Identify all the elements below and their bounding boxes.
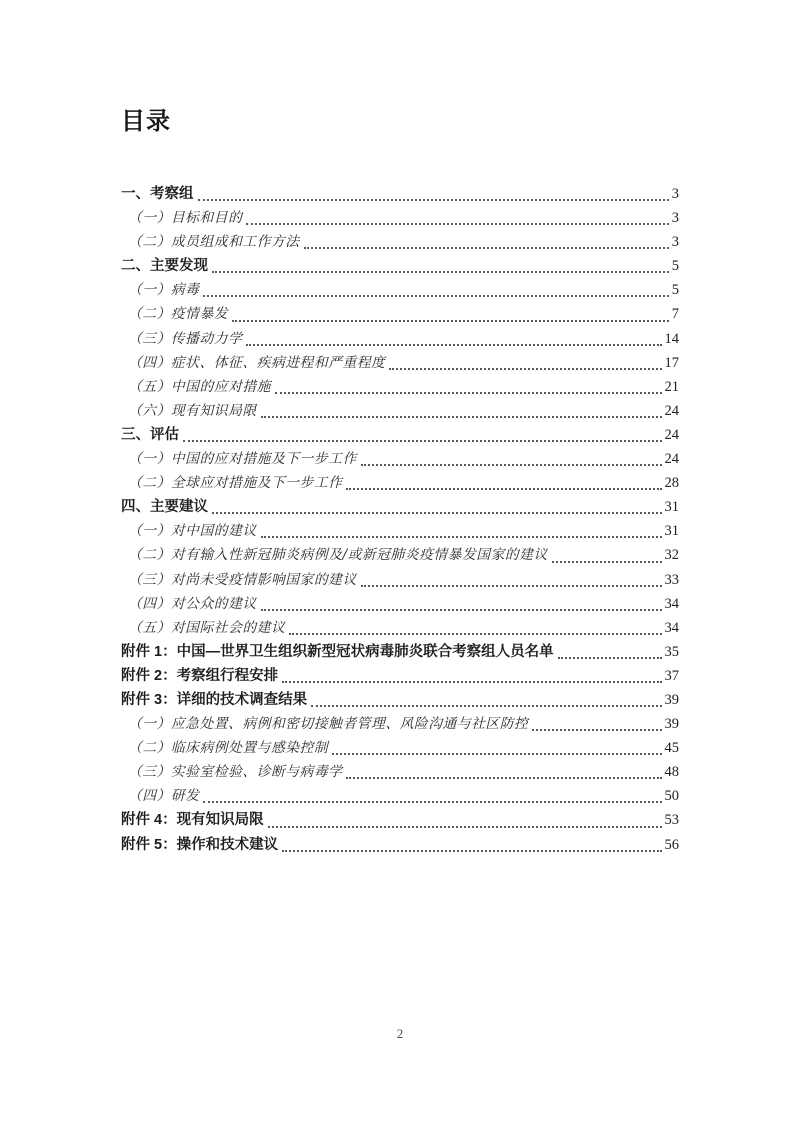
toc-entry-page: 33 — [664, 571, 679, 588]
toc-entry-label: （四）症状、体征、疾病进程和严重程度 — [128, 354, 386, 371]
toc-entry[interactable] — [121, 182, 679, 206]
toc-entry-page: 31 — [664, 523, 679, 540]
toc-entry[interactable] — [121, 640, 679, 664]
toc-entry-label: 附件 5：操作和技术建议 — [121, 836, 279, 853]
toc-entry[interactable] — [121, 254, 679, 278]
toc-entry-label: 附件 4：现有知识局限 — [121, 812, 264, 829]
dot-leader — [275, 392, 662, 394]
toc-entry[interactable] — [121, 543, 679, 567]
toc-entry-label: 附件 2：考察组行程安排 — [121, 667, 279, 684]
dot-leader — [261, 609, 662, 611]
toc-entry[interactable] — [121, 833, 679, 857]
toc-entry-page: 39 — [664, 716, 679, 733]
toc-entry-label: （一）中国的应对措施及下一步工作 — [128, 451, 357, 468]
dot-leader — [304, 247, 669, 249]
toc-entry-page: 17 — [664, 354, 679, 371]
toc-entry-label: （三）对尚未受疫情影响国家的建议 — [128, 571, 357, 588]
dot-leader — [261, 536, 662, 538]
dot-leader — [212, 512, 662, 514]
toc-entry-page: 24 — [664, 402, 679, 419]
toc-entry-page: 28 — [664, 475, 679, 492]
dot-leader — [246, 344, 661, 346]
toc-entry-page: 14 — [664, 330, 679, 347]
dot-leader — [361, 464, 662, 466]
dot-leader — [389, 368, 661, 370]
toc-entry-page: 3 — [671, 186, 679, 202]
toc-entry-page: 3 — [671, 234, 679, 251]
dot-leader — [552, 561, 662, 563]
toc-entry-page: 31 — [664, 499, 679, 516]
toc-entry-label: 三、评估 — [121, 426, 179, 443]
toc-entry[interactable] — [121, 519, 679, 543]
toc-entry-page: 34 — [664, 619, 679, 636]
toc-entry-page: 24 — [664, 451, 679, 468]
dot-leader — [212, 271, 669, 273]
toc-entry-page: 24 — [664, 426, 679, 443]
toc-entry[interactable] — [121, 399, 679, 423]
toc-entry-page: 5 — [671, 282, 679, 299]
toc-entry-label: （二）全球应对措施及下一步工作 — [128, 475, 343, 492]
toc-entry[interactable] — [121, 206, 679, 230]
toc-entry-label: 四、主要建议 — [121, 499, 208, 516]
toc-entry-label: （四）研发 — [128, 788, 200, 805]
toc-entry[interactable] — [121, 375, 679, 399]
toc-entry[interactable] — [121, 447, 679, 471]
dot-leader — [261, 416, 662, 418]
toc-entry-label: 二、主要发现 — [121, 258, 208, 275]
toc-entry[interactable] — [121, 688, 679, 712]
toc-entry[interactable] — [121, 423, 679, 447]
toc-entry[interactable] — [121, 760, 679, 784]
dot-leader — [282, 681, 661, 683]
toc-entry-label: （二）临床病例处置与感染控制 — [128, 740, 329, 757]
toc-entry-page: 39 — [664, 691, 679, 708]
toc-entry-page: 7 — [671, 306, 679, 323]
toc-entry-page: 37 — [664, 667, 679, 684]
toc-entry-page: 35 — [664, 643, 679, 660]
dot-leader — [232, 320, 669, 322]
toc-entry[interactable] — [121, 568, 679, 592]
dot-leader — [311, 705, 661, 707]
dot-leader — [203, 295, 668, 297]
toc-entry-page: 5 — [671, 258, 679, 275]
toc-entry[interactable] — [121, 351, 679, 375]
dot-leader — [183, 440, 662, 442]
dot-leader — [198, 199, 669, 201]
toc-entry[interactable] — [121, 664, 679, 688]
toc-entry-label: （一）目标和目的 — [128, 210, 243, 227]
toc-entry-page: 53 — [664, 812, 679, 829]
toc-entry[interactable] — [121, 712, 679, 736]
toc-list — [121, 182, 679, 857]
toc-entry-page: 34 — [664, 595, 679, 612]
toc-entry-label: （五）中国的应对措施 — [128, 378, 271, 395]
toc-entry-page: 45 — [664, 740, 679, 757]
toc-entry-page: 3 — [671, 210, 679, 227]
dot-leader — [332, 753, 661, 755]
toc-entry-page: 21 — [664, 378, 679, 395]
toc-entry[interactable] — [121, 784, 679, 808]
footer-page-number: 2 — [396, 1026, 404, 1041]
dot-leader — [268, 826, 662, 828]
toc-entry-label: （二）疫情暴发 — [128, 306, 229, 323]
toc-entry[interactable] — [121, 616, 679, 640]
toc-entry[interactable] — [121, 327, 679, 351]
toc-entry[interactable] — [121, 592, 679, 616]
toc-entry-label: （一）病毒 — [128, 282, 200, 299]
toc-entry-label: （一）应急处置、病例和密切接触者管理、风险沟通与社区防控 — [128, 716, 529, 733]
dot-leader — [346, 488, 661, 490]
toc-entry-label: 附件 1：中国—世界卫生组织新型冠状病毒肺炎联合考察组人员名单 — [121, 643, 554, 660]
toc-entry-label: （一）对中国的建议 — [128, 523, 257, 540]
toc-entry-page: 32 — [664, 547, 679, 564]
toc-entry-label: （二）成员组成和工作方法 — [128, 234, 300, 251]
toc-entry-label: （二）对有输入性新冠肺炎病例及/或新冠肺炎疫情暴发国家的建议 — [128, 547, 548, 564]
toc-entry[interactable] — [121, 808, 679, 832]
dot-leader — [532, 729, 661, 731]
page-title: 目录 — [121, 108, 171, 135]
toc-entry-label: （六）现有知识局限 — [128, 402, 257, 419]
toc-entry[interactable] — [121, 495, 679, 519]
dot-leader — [361, 585, 662, 587]
toc-entry-label: （五）对国际社会的建议 — [128, 619, 286, 636]
toc-entry[interactable] — [121, 302, 679, 326]
toc-entry-label: （三）传播动力学 — [128, 330, 243, 347]
dot-leader — [289, 633, 661, 635]
toc-entry-label: （四）对公众的建议 — [128, 595, 257, 612]
toc-entry[interactable] — [121, 230, 679, 254]
dot-leader — [558, 657, 662, 659]
toc-entry[interactable] — [121, 736, 679, 760]
toc-entry[interactable] — [121, 471, 679, 495]
toc-entry-page: 48 — [664, 764, 679, 781]
toc-entry-label: （三）实验室检验、诊断与病毒学 — [128, 764, 343, 781]
dot-leader — [203, 801, 661, 803]
toc-entry-page: 50 — [664, 788, 679, 805]
toc-entry[interactable] — [121, 278, 679, 302]
toc-entry-label: 一、考察组 — [121, 186, 194, 202]
toc-entry-label: 附件 3：详细的技术调查结果 — [121, 691, 308, 708]
dot-leader — [282, 850, 661, 852]
toc-entry-page: 56 — [664, 836, 679, 853]
dot-leader — [346, 777, 661, 779]
dot-leader — [246, 223, 668, 225]
